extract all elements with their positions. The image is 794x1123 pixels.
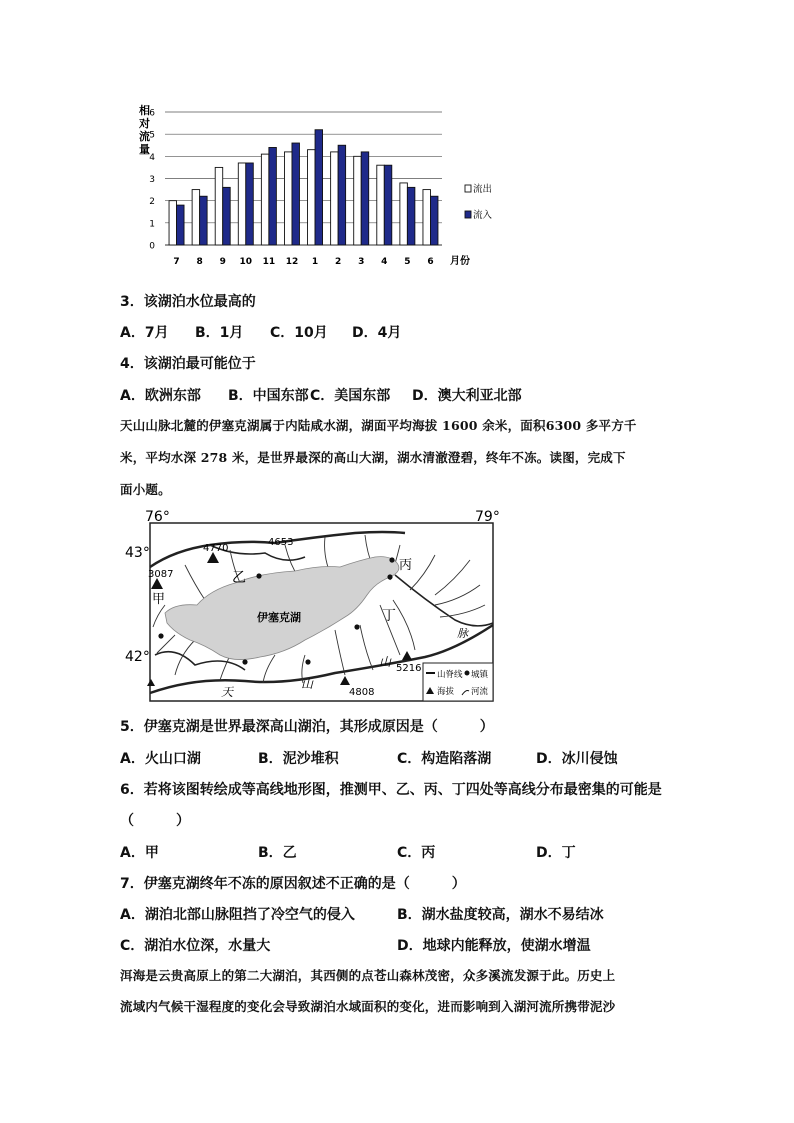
bar-inflow	[177, 205, 185, 245]
q5-option-b: B．泥沙堆积	[258, 751, 339, 767]
q5-stem: 5．伊塞克湖是世界最深高山湖泊，其形成原因是（ ）	[120, 719, 494, 735]
lat-label-bottom: 42°	[125, 649, 150, 665]
x-tick-label: 4	[381, 257, 388, 267]
q4-option-c: C．美国东部	[310, 388, 391, 404]
peak-label-3087: 3087	[148, 569, 174, 580]
bar-outflow	[261, 154, 269, 245]
x-tick-label: 5	[404, 257, 411, 267]
y-tick-label: 4	[149, 152, 155, 163]
bar-outflow	[308, 150, 316, 245]
legend-town: 城镇	[471, 670, 489, 680]
x-tick-label: 3	[358, 257, 365, 267]
y-tick-label: 1	[149, 219, 155, 230]
y-tick-label: 6	[149, 108, 155, 119]
y-tick-label: 0	[149, 241, 155, 252]
legend-swatch	[465, 185, 471, 192]
bar-inflow	[338, 145, 346, 245]
chart-legend	[465, 183, 493, 221]
bar-inflow	[361, 152, 369, 245]
legend-label: 流入	[473, 210, 493, 221]
passage1-line2: 米，平均水深 278 米，是世界最深的高山大湖，湖水清澈澄碧，终年不冻。读图，完成下	[120, 450, 626, 465]
q3-option-a: A．7月	[120, 325, 169, 341]
passage1-line3: 面小题。	[120, 482, 171, 497]
y-axis-label-char: 对	[139, 117, 150, 130]
q6-stem: 6．若将该图转绘成等高线地形图，推测甲、乙、丙、丁四处等高线分布最密集的可能是	[120, 782, 662, 798]
bar-inflow	[200, 196, 208, 245]
label-mai: 脉	[457, 627, 468, 640]
y-tick-label: 2	[149, 197, 155, 208]
peak-label-4653: 4653	[268, 537, 294, 548]
bar-inflow	[315, 130, 323, 245]
legend-swatch	[465, 211, 471, 218]
bar-inflow	[407, 187, 415, 245]
bar-outflow	[169, 201, 177, 245]
y-axis-label-char: 量	[139, 143, 150, 156]
q6-option-c: C．丙	[397, 845, 436, 861]
q4-option-d: D．澳大利亚北部	[412, 388, 522, 404]
bar-inflow	[269, 147, 277, 245]
label-shan-1: 山	[301, 677, 314, 691]
lon-label-right: 79°	[475, 509, 500, 525]
peak-label-4808: 4808	[349, 687, 375, 698]
y-axis-label-char: 流	[139, 130, 150, 143]
x-tick-label: 1	[311, 257, 319, 267]
legend-label: 流出	[473, 184, 493, 195]
bar-outflow	[423, 190, 431, 245]
bar-inflow	[430, 196, 438, 245]
q7-stem: 7．伊塞克湖终年不冻的原因叙述不正确的是（ ）	[120, 876, 466, 892]
bar-outflow	[238, 163, 246, 245]
q4-stem: 4．该湖泊最可能位于	[120, 356, 256, 372]
q7-option-b: B．湖水盐度较高，湖水不易结冰	[397, 907, 604, 923]
flow-bar-chart	[125, 100, 493, 275]
label-bing: 丙	[399, 558, 413, 573]
x-axis-label: 月份	[450, 256, 470, 267]
label-jia: 甲	[152, 592, 166, 607]
y-tick-label: 5	[149, 130, 155, 141]
label-shan-2: 山	[379, 655, 392, 669]
label-yi: 乙	[232, 570, 246, 586]
lat-label-top: 43°	[125, 545, 150, 561]
bar-outflow	[192, 190, 200, 245]
q3-option-c: C．10月	[270, 325, 328, 341]
q3-option-d: D．4月	[352, 325, 402, 341]
q5-option-d: D．冰川侵蚀	[536, 751, 618, 767]
bar-inflow	[223, 187, 231, 245]
q4-option-a: A．欧洲东部	[120, 388, 201, 404]
lon-label-left: 76°	[145, 509, 170, 525]
y-tick-label: 3	[149, 175, 155, 185]
q4-option-b: B．中国东部	[228, 388, 309, 404]
x-tick-label: 9	[219, 257, 226, 267]
q7-option-c: C．湖泊水位深，水量大	[120, 938, 271, 954]
q7-option-d: D．地球内能释放，使湖水增温	[397, 938, 591, 954]
bar-inflow	[292, 143, 300, 245]
bar-outflow	[331, 152, 339, 245]
label-tian: 天	[221, 685, 234, 699]
bar-inflow	[246, 163, 254, 245]
bar-inflow	[384, 165, 392, 245]
x-tick-label: 8	[196, 257, 203, 267]
q5-option-a: A．火山口湖	[120, 751, 201, 767]
q6-option-a: A．甲	[120, 845, 159, 861]
q3-option-b: B．1月	[195, 325, 244, 341]
y-tick-labels	[149, 109, 155, 252]
q5-option-c: C．构造陷落湖	[397, 751, 492, 767]
x-tick-label: 10	[239, 257, 253, 267]
x-tick-label: 12	[285, 257, 299, 267]
y-axis-label-char: 相	[139, 104, 150, 117]
passage2-line2: 流域内气候干湿程度的变化会导致湖泊水域面积的变化，进而影响到入湖河流所携带泥沙	[120, 999, 616, 1014]
x-tick-label: 6	[427, 257, 434, 267]
x-tick-labels	[173, 257, 433, 267]
passage2-line1: 洱海是云贵高原上的第二大湖泊，其西侧的点苍山森林茂密，众多溪流发源于此。历史上	[120, 968, 616, 983]
peak-label-4770: 4770	[203, 543, 229, 554]
bar-outflow	[400, 183, 408, 245]
bar-outflow	[284, 152, 292, 245]
legend-elev: 海拔	[437, 687, 455, 697]
bar-outflow	[354, 156, 362, 245]
q7-option-a: A．湖泊北部山脉阻挡了冷空气的侵入	[120, 907, 355, 923]
q6-stem-blank: （ ）	[120, 813, 190, 829]
q3-stem: 3．该湖泊水位最高的	[120, 294, 256, 310]
x-tick-label: 7	[173, 257, 180, 267]
x-tick-label: 2	[334, 257, 342, 267]
lake-name: 伊塞克湖	[257, 611, 301, 624]
label-ding: 丁	[382, 608, 396, 624]
q6-option-b: B．乙	[258, 845, 297, 861]
y-axis-label	[138, 103, 150, 156]
chart-bars	[169, 130, 438, 245]
map-legend	[423, 663, 493, 701]
bar-outflow	[215, 167, 223, 245]
legend-ridge: 山脊线	[437, 670, 463, 680]
x-tick-label: 11	[262, 257, 276, 267]
q6-option-d: D．丁	[536, 845, 576, 861]
peak-label-5216: 5216	[396, 663, 422, 674]
bar-outflow	[377, 165, 385, 245]
legend-river: 河流	[471, 687, 489, 697]
issyk-kul-map	[125, 505, 505, 705]
passage1-line1: 天山山脉北麓的伊塞克湖属于内陆咸水湖，湖面平均海拔 1600 余米，面积6300 多平方千	[120, 418, 637, 433]
